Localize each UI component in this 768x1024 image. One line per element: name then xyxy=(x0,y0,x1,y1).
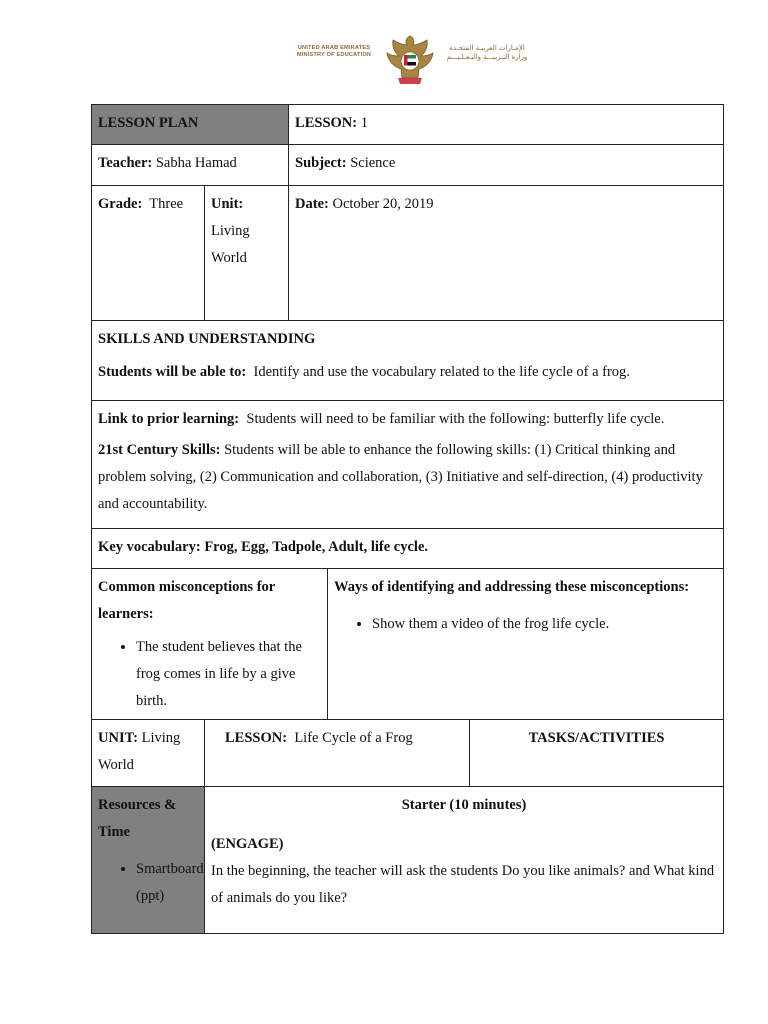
misconceptions-heading: Common misconceptions for learners: xyxy=(98,579,275,622)
subject-label: Subject: xyxy=(295,155,347,171)
vocabulary-cell xyxy=(92,529,724,569)
key-vocabulary: Key vocabulary: Frog, Egg, Tadpole, Adult, life cycle. xyxy=(98,539,429,555)
ministry-name-en-line2: MINISTRY OF EDUCATION xyxy=(296,52,372,58)
century-skills-label: 21st Century Skills: xyxy=(98,442,221,458)
resource-item: • Smartboard (ppt) xyxy=(136,856,198,910)
lesson2-value: Life Cycle of a Frog xyxy=(287,730,413,746)
lesson-plan-table xyxy=(91,104,724,934)
subject-cell xyxy=(289,145,724,186)
tasks-activities-heading: TASKS/ACTIVITIES xyxy=(528,730,665,746)
starter-heading: Starter (10 minutes) xyxy=(401,797,527,813)
unit2-value: Living World xyxy=(98,730,181,773)
teacher-value: Sabha Hamad xyxy=(152,155,237,171)
row-prior-century xyxy=(92,401,724,529)
addressing-list xyxy=(334,611,717,638)
date-cell xyxy=(289,186,724,321)
skills-heading: SKILLS AND UNDERSTANDING xyxy=(98,331,316,347)
unit-value-line2: World xyxy=(211,250,247,266)
row-teacher-subject xyxy=(92,145,724,186)
lesson-number-cell xyxy=(289,105,724,145)
uae-falcon-emblem-icon xyxy=(384,34,436,88)
unit-cell xyxy=(205,186,289,321)
unit-label: Unit: xyxy=(211,196,244,212)
prior-learning-cell xyxy=(92,401,724,529)
ministry-header-logo xyxy=(284,32,536,88)
prior-learning-label: Link to prior learning: xyxy=(98,411,240,427)
row-grade-unit-date xyxy=(92,186,724,321)
date-value: October 20, 2019 xyxy=(328,196,434,212)
row-resources-starter xyxy=(92,787,724,934)
addressing-cell xyxy=(328,569,724,720)
row-skills xyxy=(92,321,724,401)
starter-cell xyxy=(205,787,724,934)
unit2-cell xyxy=(92,720,205,787)
misconceptions-list xyxy=(98,634,321,715)
engage-text: In the beginning, the teacher will ask the students Do you like animals? and What kind of animals do you like? xyxy=(211,863,715,906)
subject-value: Science xyxy=(346,155,396,171)
ministry-name-arabic xyxy=(440,44,534,62)
row-misconceptions xyxy=(92,569,724,720)
grade-value: Three xyxy=(142,196,184,212)
ministry-name-ar-line1: الإمـارات العربيـة المتحـدة xyxy=(449,44,525,52)
resources-heading: Resources & Time xyxy=(98,797,177,840)
teacher-cell xyxy=(92,145,289,186)
lesson2-cell xyxy=(205,720,470,787)
lesson-plan-label-cell xyxy=(92,105,289,145)
misconceptions-cell xyxy=(92,569,328,720)
teacher-label: Teacher: xyxy=(98,155,153,171)
ministry-name-en-line1: UNITED ARAB EMIRATES xyxy=(297,45,371,51)
unit-value-line1: Living xyxy=(211,223,250,239)
lesson-value: 1 xyxy=(357,115,368,131)
row-lesson-plan xyxy=(92,105,724,145)
ministry-name-ar-line2: وزارة التـربيـــة والتـعـلـيـــم xyxy=(446,53,528,61)
skills-cell xyxy=(92,321,724,401)
tasks-cell xyxy=(470,720,724,787)
resources-cell xyxy=(92,787,205,934)
prior-learning-value: Students will need to be familiar with the following: butterfly life cycle. xyxy=(239,411,665,427)
row-vocabulary xyxy=(92,529,724,569)
row-unit-lesson xyxy=(92,720,724,787)
lesson-plan-label: LESSON PLAN xyxy=(98,115,199,131)
engage-label: (ENGAGE) xyxy=(211,836,284,852)
grade-cell xyxy=(92,186,205,321)
unit2-label: UNIT: xyxy=(98,730,139,746)
grade-label: Grade: xyxy=(98,196,143,212)
addressing-heading: Ways of identifying and addressing these misconceptions: xyxy=(334,579,690,595)
addressing-item: • Show them a video of the frog life cycle. xyxy=(372,611,717,638)
misconception-item: • The student believes that the frog comes in life by a give birth. xyxy=(136,634,321,715)
resources-list xyxy=(98,856,204,910)
ministry-name-english xyxy=(288,45,380,59)
lesson2-label: LESSON: xyxy=(225,730,288,746)
century-skills-value: Students will be able to enhance the following skills: (1) Critical thinking and problem solving, (2) Communication and collaboration, (3) Initiative and self-direction, (4) productivity and accountability. xyxy=(98,442,703,512)
students-able-value: Identify and use the vocabulary related to the life cycle of a frog. xyxy=(246,364,630,380)
lesson-label: LESSON: xyxy=(295,115,358,131)
date-label: Date: xyxy=(295,196,329,212)
students-able-label: Students will be able to: xyxy=(98,364,247,380)
